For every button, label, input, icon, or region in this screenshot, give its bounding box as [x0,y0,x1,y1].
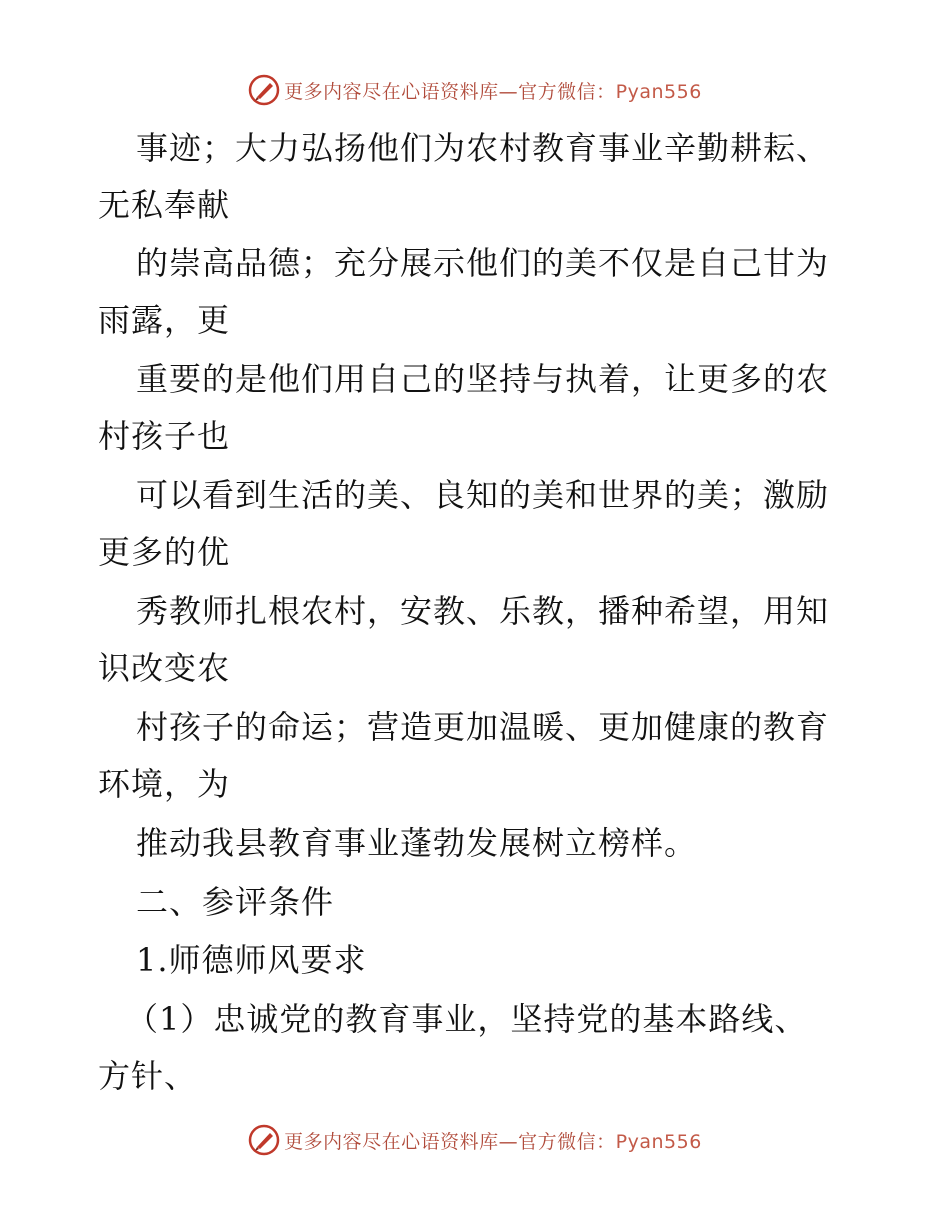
body-line: 秀教师扎根农村，安教、乐教，播种希望，用知 [136,592,830,630]
body-line: 推动我县教育事业蓬勃发展树立榜样。 [136,824,698,862]
body-line: （1）忠诚党的教育事业，坚持党的基本路线、 [126,1000,808,1038]
body-line: 雨露，更 [98,301,231,339]
footer-watermark-banner [0,1122,950,1158]
header-banner-text: 更多内容尽在心语资料库—官方微信：Pyan556 [284,80,702,103]
body-line: 环境，为 [98,765,231,803]
body-line: 村孩子的命运；营造更加温暖、更加健康的教育 [136,708,830,746]
body-line: 识改变农 [98,649,231,687]
header-wechat-handle: Pyan556 [615,80,702,103]
section-heading: 二、参评条件 [136,883,335,921]
body-line: 村孩子也 [98,417,231,455]
body-line: 事迹；大力弘扬他们为农村教育事业辛勤耕耘、 [136,129,830,167]
body-line: 无私奉献 [98,186,231,224]
body-line: 可以看到生活的美、良知的美和世界的美；激励 [136,476,830,514]
quill-pen-logo-icon [248,1124,280,1156]
body-line: 重要的是他们用自己的坚持与执着，让更多的农 [136,360,830,398]
quill-pen-logo-icon [248,74,280,106]
header-watermark-banner [0,72,950,108]
body-line: 更多的优 [98,533,231,571]
body-line: 的崇高品德；充分展示他们的美不仅是自己甘为 [136,244,830,282]
footer-wechat-handle: Pyan556 [615,1130,702,1153]
subsection-heading: 1.师德师风要求 [136,941,367,979]
footer-banner-text: 更多内容尽在心语资料库—官方微信：Pyan556 [284,1130,702,1153]
body-line: 方针、 [98,1057,198,1095]
